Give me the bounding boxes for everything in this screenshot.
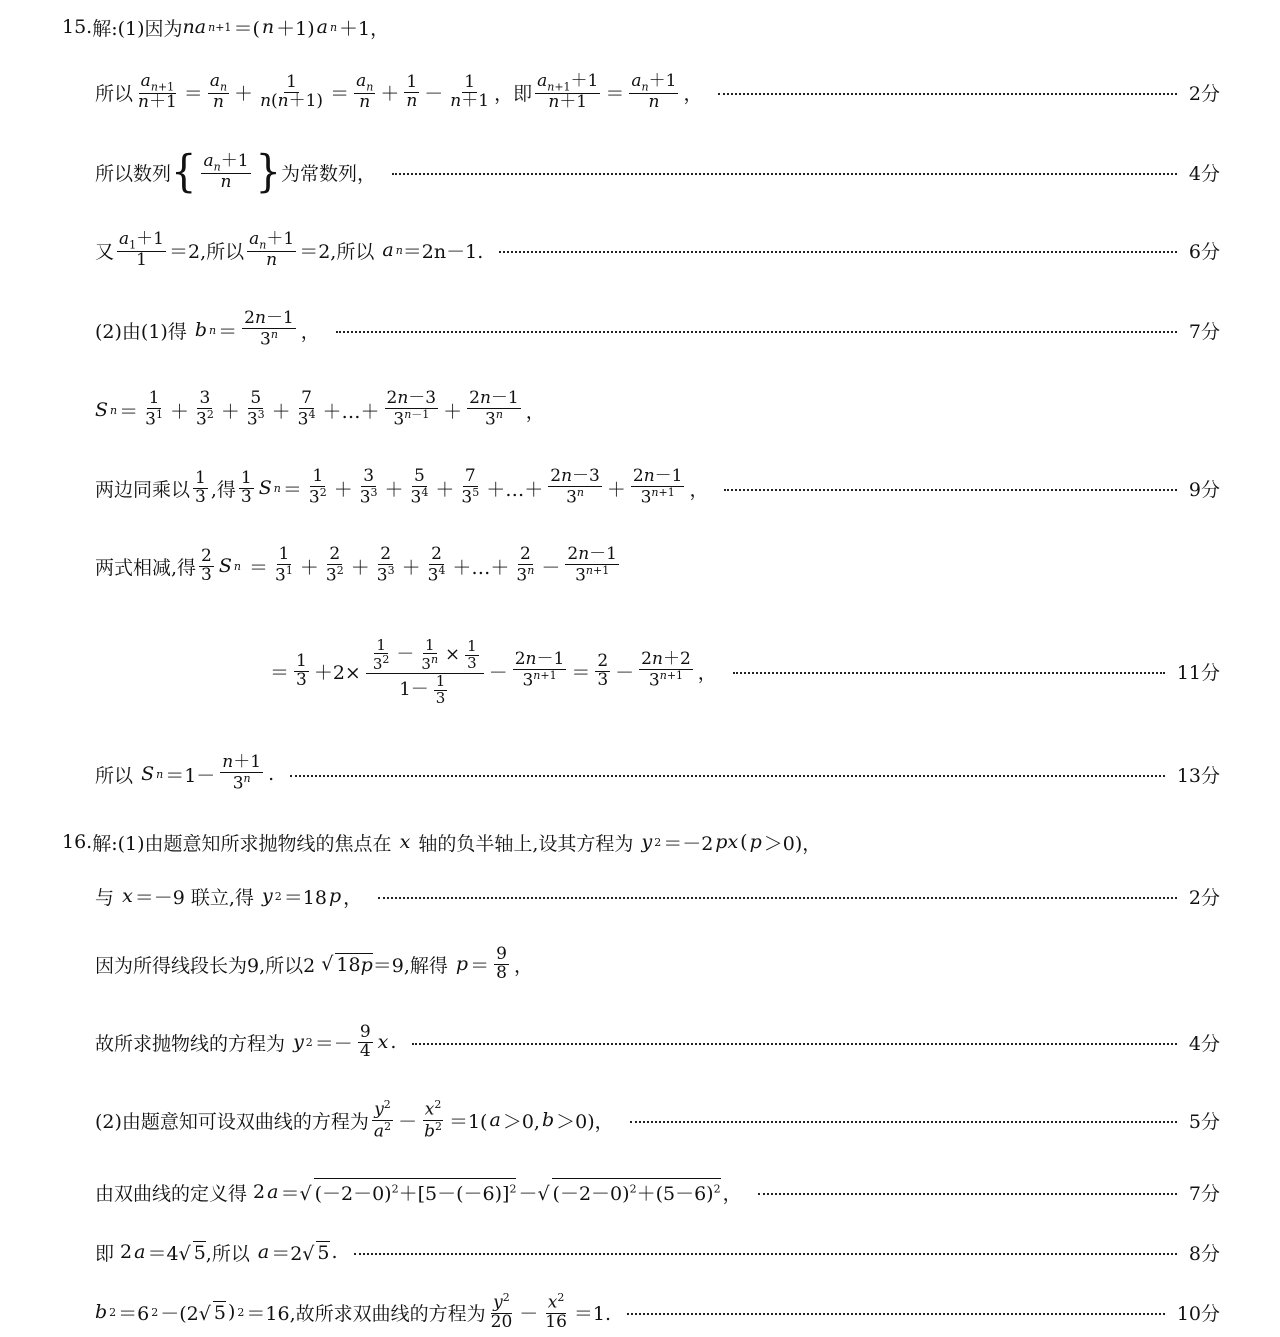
p15-line8: [95, 540, 1220, 592]
p16-line8: [95, 1290, 1220, 1334]
p15-line3-suffix: 为常数列，: [280, 162, 376, 185]
leader-dots: [758, 1193, 1177, 1195]
p16-line8-mid: ,故所求双曲线的方程为: [289, 1302, 486, 1325]
p16-line3-sqrt: √ 18p: [315, 953, 373, 976]
p16-line8-score: 10分: [1176, 1302, 1220, 1325]
p15-part1-intro: (1)因为: [117, 17, 183, 40]
p16-part1-text: (1)由题意知所求抛物线的焦点在: [117, 832, 392, 855]
p16-line5-formula: $\frac{y^2}{a^2}$ － $\frac{x^2}{b^2}$ ＝1( a ＞0, b ＞0)，: [373, 1098, 614, 1142]
p15-part2-intro: (2)由(1)得: [95, 320, 187, 343]
p16-line3-mid: ＝9,解得: [372, 954, 448, 977]
p16-line2-x: x ＝－9: [122, 885, 191, 909]
p16-line7-prefix: 即: [95, 1242, 115, 1265]
p15-line7: [95, 462, 1220, 514]
p15-line4: [95, 224, 1220, 276]
p16-line3-p: p ＝ $\frac{9}{8}$ ，: [455, 943, 533, 983]
p15-line8-formula: $\frac{2}{3}$ S n ＝ $\frac{1}{3^1}$ ＋ $\frac{2}{3^2}$ ＋ $\frac{2}{3^3}$ ＋ $\frac{2}{3^4}$ ＋…＋ $\frac{2}{3^n}$ － $\frac{2n-1}{3^{n+1}}$: [201, 544, 617, 586]
p16-line4-formula: y 2 ＝－ $\frac{9}{4}$ x .: [293, 1021, 397, 1061]
p16-line2-y: y 2 ＝18 p ，: [262, 885, 363, 909]
p15-line9-formula: ＝ $\frac{1}{3}$ ＋2× $\frac{1}{3^2}$ － $\frac{1}{3^n}$ × $\frac{1}{3}$ 1－ $\frac{1}{3}$ － $\frac{2n-1}{3^{n+1}}$ ＝ $\frac{2}{3}$ － $\frac{2n+2}{3^{n+1}}$ ，: [270, 635, 717, 707]
p16-part2-text: (2)由题意知可设双曲线的方程为: [95, 1110, 369, 1133]
p16-line3-text: 因为所得线段长为9,所以2: [95, 954, 316, 977]
p15-line7-prefix: 两边同乘以: [95, 478, 191, 501]
p15-line2-mid: ，即: [494, 82, 533, 105]
p15-bn-formula: b n ＝ $\frac{2n-1}{3^n}$ ，: [194, 308, 320, 350]
p16-line6-formula: 2 a ＝√ $(-2-0)^2+[5-(-6)]^2$ －√ $(-2-0)^2+(5-6)^2$ ，: [247, 1178, 742, 1206]
p15-line4-mid2: ＝2,所以: [299, 240, 375, 263]
p15-line2: [95, 66, 1220, 118]
p15-line8-prefix: 两式相减,得: [95, 556, 197, 579]
p16-line6-score: 7分: [1188, 1182, 1220, 1205]
p15-line9-score: 11分: [1176, 661, 1220, 684]
p15-line7-mid: ,得: [210, 478, 236, 501]
p15-line4-frac2: $\frac{a_n+1}{n}$: [249, 228, 295, 270]
p15-line4-frac1: $\frac{a_1+1}{1}$: [119, 228, 164, 270]
p15-label: 解:: [92, 17, 118, 40]
leader-dots: [378, 897, 1177, 899]
p16-part1-text2: 轴的负半轴上,设其方程为: [418, 832, 634, 855]
leader-dots: [290, 775, 1165, 777]
leader-dots: [724, 489, 1176, 491]
p16-line2: [95, 878, 1220, 914]
p15-line10: [95, 748, 1220, 800]
p15-line10-formula: S n ＝1－ $\frac{n+1}{3^n}$ .: [141, 752, 275, 794]
p15-line10-prefix: 所以: [95, 764, 134, 787]
p15-line10-score: 13分: [1176, 764, 1220, 787]
p15-line7-score: 9分: [1188, 478, 1220, 501]
p15-line3: [95, 146, 1220, 198]
p15-line6: [95, 384, 1220, 436]
p15-line3-prefix: 所以数列: [95, 162, 172, 185]
leader-dots: [630, 1121, 1177, 1123]
leader-dots: [354, 1253, 1177, 1255]
p15-sn-formula: S n ＝ $\frac{1}{3^1}$ ＋ $\frac{3}{3^2}$ ＋ $\frac{5}{3^3}$ ＋ $\frac{7}{3^4}$ ＋…＋ $\frac{2n-3}{3^{n-1}}$ ＋ $\frac{2n-1}{3^n}$ ，: [95, 388, 545, 430]
p16-line8-formula: $\frac{y^2}{20}$ － $\frac{x^2}{16}$ ＝1.: [490, 1291, 612, 1332]
p15-line4-tail: ＝2n－1.: [402, 240, 484, 263]
p15-line1: [62, 10, 1220, 44]
p16-line4-text: 故所求抛物线的方程为: [95, 1032, 286, 1055]
p15-line5-score: 7分: [1188, 320, 1220, 343]
p15-line2-formula: $\frac{a_{n+1}}{n+1}$ ＝ $\frac{a_n}{n}$ ＋ $\frac{1}{n(n+1)}$ ＝ $\frac{a_n}{n}$ ＋ $\frac{1}{n}$ － $\frac{1}{n+1}$: [138, 70, 490, 112]
p16-line4: [95, 1016, 1220, 1068]
p16-line8-b: b 2 ＝6 2 －(2√ 5 ) 2 ＝16: [95, 1301, 290, 1325]
leader-dots: [627, 1313, 1165, 1315]
leader-dots: [336, 331, 1177, 333]
p15-line4-prefix: 又: [95, 240, 115, 263]
p15-line9: [270, 616, 1220, 726]
leader-dots: [733, 672, 1165, 674]
p15-line4-an: a n: [382, 239, 403, 261]
p16-line6-text: 由双曲线的定义得: [95, 1182, 248, 1205]
p15-line5: [95, 304, 1220, 356]
p16-line7-a: a ＝2√ 5 .: [257, 1241, 338, 1265]
leader-dots: [392, 173, 1177, 175]
p15-line7-formula: $\frac{1}{3}$ S n ＝ $\frac{1}{3^2}$ ＋ $\frac{3}{3^3}$ ＋ $\frac{5}{3^4}$ ＋ $\frac{7}{3^5}$ ＋…＋ $\frac{2n-3}{3^n}$ ＋ $\frac{2n-1}{3^{n+1}}$ ，: [240, 466, 709, 508]
p15-line4-score: 6分: [1188, 240, 1220, 263]
p15-line3-score: 4分: [1188, 162, 1220, 185]
p15-number: 15.: [62, 16, 93, 38]
p16-x-var: x: [399, 831, 411, 853]
p16-line7-mid: ,所以: [205, 1242, 250, 1265]
p15-line4-mid1: ＝2,所以: [168, 240, 245, 263]
p16-parabola-general: y 2 ＝－2 px ( p ＞0)，: [641, 831, 822, 855]
p16-label: 解:: [92, 832, 118, 855]
p15-recurrence: na n+1 ＝( n ＋1) a n ＋1，: [182, 16, 390, 40]
p15-line3-formula: { $\frac{a_n+1}{n}$ }: [171, 146, 281, 198]
p16-line5: [95, 1094, 1220, 1146]
leader-dots: [412, 1043, 1177, 1045]
p15-line2-score: 2分: [1188, 82, 1220, 105]
p16-line6: [95, 1172, 1220, 1212]
p16-line1: [62, 824, 1220, 860]
p15-line2-prefix: 所以: [95, 82, 134, 105]
p16-line2-prefix: 与: [95, 886, 115, 909]
p16-line7-2a: 2 a ＝4√ 5: [114, 1241, 206, 1265]
p15-line2-formula2: $\frac{a_{n+1}+1}{n+1}$ ＝ $\frac{a_n+1}{n}$ ，: [537, 70, 703, 112]
p16-number: 16.: [62, 831, 93, 853]
p16-line4-score: 4分: [1188, 1032, 1220, 1055]
p16-line7-score: 8分: [1188, 1242, 1220, 1265]
leader-dots: [718, 93, 1176, 95]
p16-line7: [95, 1232, 1220, 1272]
p16-line3: [95, 938, 1220, 990]
p15-line7-third: $\frac{1}{3}$: [195, 467, 206, 507]
p16-line2-mid: 联立,得: [190, 886, 254, 909]
leader-dots: [499, 251, 1177, 253]
p16-line5-score: 5分: [1188, 1110, 1220, 1133]
p16-line2-score: 2分: [1188, 886, 1220, 909]
